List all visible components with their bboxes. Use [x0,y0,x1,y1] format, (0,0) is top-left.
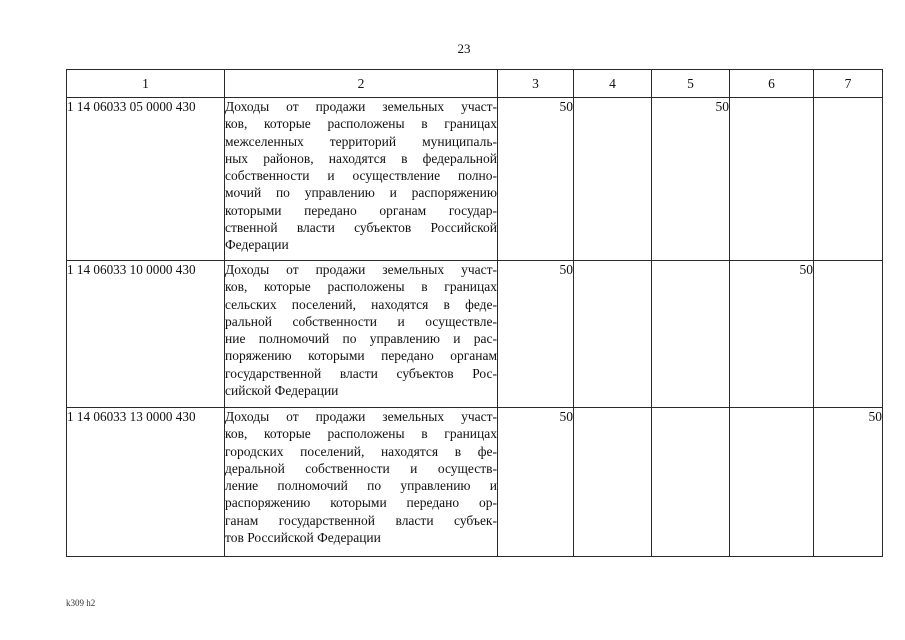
description-line: ков, которые расположены в границах [225,116,497,132]
table-row [67,98,883,261]
revenue-description [225,261,498,408]
description-line: Федерации [225,237,289,253]
table-row [67,408,883,557]
value-col-5: 50 [652,98,730,261]
description-line: собственности и осуществление полно- [225,168,497,184]
value-col-7 [814,261,883,408]
description-line: мочий по управлению и распоряжению [225,185,497,201]
revenue-code: 1 14 06033 10 0000 430 [67,261,225,408]
value-col-3: 50 [498,408,574,557]
page-number: 23 [457,41,471,56]
description-line: поряжению которыми передано органам [225,348,497,364]
header-col-5: 5 [652,70,730,98]
description-line: сийской Федерации [225,383,339,399]
revenue-code: 1 14 06033 05 0000 430 [67,98,225,261]
description-line: государственной власти субъектов Рос- [225,365,497,381]
description-line: ных районов, находятся в федеральной [225,150,497,166]
value-col-6 [730,408,814,557]
value-col-7: 50 [814,408,883,557]
value-col-5 [652,408,730,557]
table-row [67,261,883,408]
description-line: ков, которые расположены в границах [225,279,497,295]
description-line: тов Российской Федерации [225,530,381,546]
description-line: ганам государственной власти субъек- [225,512,497,528]
revenue-table [66,69,883,557]
description-line: ление полномочий по управлению и [225,478,497,494]
description-line: ственной власти субъектов Российской [225,220,497,236]
value-col-6 [730,98,814,261]
value-col-6: 50 [730,261,814,408]
value-col-4 [574,98,652,261]
description-line: сельских поселений, находятся в феде- [225,296,497,312]
table-header-row [67,70,883,98]
header-col-1: 1 [67,70,225,98]
value-col-3: 50 [498,98,574,261]
header-col-4: 4 [574,70,652,98]
description-line: деральной собственности и осуществ- [225,460,497,476]
description-line: городских поселений, находятся в фе- [225,443,497,459]
description-line: Доходы от продажи земельных участ- [225,262,497,277]
document-footer-code: k309 h2 [66,598,96,608]
description-line: межселенных территорий муниципаль- [225,133,497,149]
header-col-7: 7 [814,70,883,98]
value-col-4 [574,408,652,557]
revenue-description [225,98,498,261]
header-col-3: 3 [498,70,574,98]
description-line: Доходы от продажи земельных участ- [225,409,497,424]
revenue-description [225,408,498,557]
revenue-code: 1 14 06033 13 0000 430 [67,408,225,557]
value-col-4 [574,261,652,408]
value-col-5 [652,261,730,408]
header-col-2: 2 [225,70,498,98]
value-col-7 [814,98,883,261]
header-col-6: 6 [730,70,814,98]
description-line: Доходы от продажи земельных участ- [225,99,497,114]
description-line: ние полномочий по управлению и рас- [225,331,497,347]
description-line: ков, которые расположены в границах [225,426,497,442]
description-line: распоряжению которыми передано ор- [225,495,497,511]
description-line: которыми передано органам государ- [225,202,497,218]
value-col-3: 50 [498,261,574,408]
description-line: ральной собственности и осуществле- [225,313,497,329]
